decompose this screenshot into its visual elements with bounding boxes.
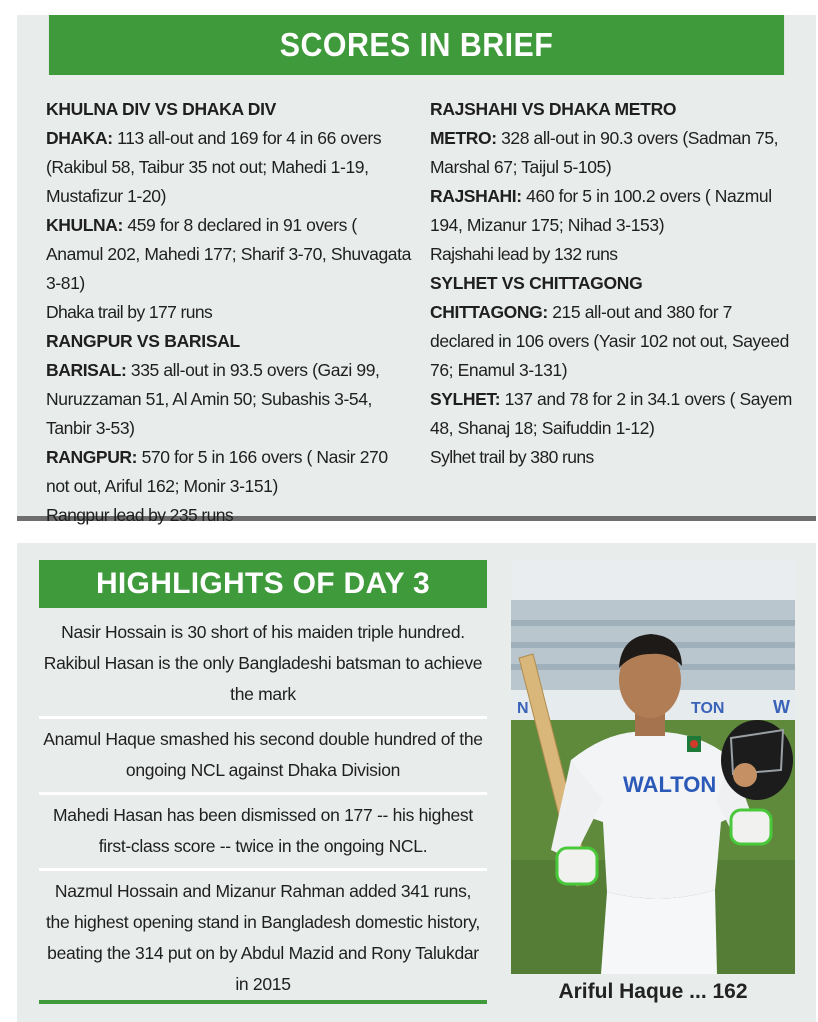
jersey-text: WALTON <box>623 772 717 797</box>
board-text-mid: TON <box>691 700 725 717</box>
highlights-panel <box>17 543 816 1022</box>
player-photo-illustration <box>511 560 795 974</box>
scores-right-column <box>430 95 800 472</box>
match-block <box>46 95 411 327</box>
match-title: SYLHET VS CHITTAGONG <box>430 273 643 293</box>
team-name: BARISAL: <box>46 360 127 380</box>
team-name: CHITTAGONG: <box>430 302 548 322</box>
team-name: METRO: <box>430 128 497 148</box>
highlight-item: Anamul Haque smashed his second double hundred of the ongoing NCL against Dhaka Division <box>39 719 487 795</box>
innings-text: 460 for 5 in 100.2 overs ( Nazmul 194, Mizanur 175; Nihad 3-153) <box>430 186 772 235</box>
match-title: KHULNA DIV VS DHAKA DIV <box>46 99 277 119</box>
match-result: Dhaka trail by 177 runs <box>46 302 213 322</box>
scores-panel <box>17 15 816 525</box>
team-name: SYLHET: <box>430 389 501 409</box>
scores-left-column <box>46 95 411 530</box>
match-result: Rangpur lead by 235 runs <box>46 505 233 525</box>
player-photo <box>511 560 795 974</box>
highlight-item: Nasir Hossain is 30 short of his maiden triple hundred. Rakibul Hasan is the only Bangladeshi batsman to achieve the mark <box>39 612 487 719</box>
photo-caption: Ariful Haque ... 162 <box>558 980 748 1003</box>
innings-text: 215 all-out and 380 for 7 declared in 106 overs (Yasir 102 not out, Sayeed 76; Enamul 3-131) <box>430 302 789 380</box>
highlights-list <box>39 612 487 1006</box>
board-text-left: N <box>517 700 529 717</box>
match-result: Sylhet trail by 380 runs <box>430 447 594 467</box>
scores-header: SCORES IN BRIEF <box>49 15 784 75</box>
innings-text: 335 all-out in 93.5 overs (Gazi 99, Nuruzzaman 51, Al Amin 50; Subashis 3-54, Tanbir 3-53) <box>46 360 380 438</box>
team-name: RANGPUR: <box>46 447 138 467</box>
innings-text: 137 and 78 for 2 in 34.1 overs ( Sayem 48, Shanaj 18; Saifuddin 1-12) <box>430 389 792 438</box>
innings-line <box>46 356 411 443</box>
highlight-item: Mahedi Hasan has been dismissed on 177 -- his highest first-class score -- twice in the ongoing NCL. <box>39 795 487 871</box>
innings-text: 570 for 5 in 166 overs ( Nasir 270 not out, Ariful 162; Monir 3-151) <box>46 447 388 496</box>
team-name: DHAKA: <box>46 128 113 148</box>
innings-text: 113 all-out and 169 for 4 in 66 overs (Rakibul 58, Taibur 35 not out; Mahedi 1-19, Mustafizur 1-20) <box>46 128 382 206</box>
innings-text: 328 all-out in 90.3 overs (Sadman 75, Marshal 67; Taijul 5-105) <box>430 128 779 177</box>
match-block <box>46 327 411 530</box>
highlights-header: HIGHLIGHTS OF DAY 3 <box>39 560 487 608</box>
innings-line <box>430 298 800 385</box>
innings-line <box>430 385 800 443</box>
innings-line <box>430 182 800 240</box>
highlight-item: Nazmul Hossain and Mizanur Rahman added 341 runs, the highest opening stand in Bangladesh domestic history, beating the 314 put on by Abdul Mazid and Rony Talukdar in 2015 <box>46 881 480 994</box>
match-title: RANGPUR VS BARISAL <box>46 331 240 351</box>
match-block <box>430 269 800 472</box>
innings-line <box>430 124 800 182</box>
team-name: RAJSHAHI: <box>430 186 522 206</box>
highlights-bottom-rule <box>39 1000 487 1004</box>
match-title: RAJSHAHI VS DHAKA METRO <box>430 99 677 119</box>
team-name: KHULNA: <box>46 215 123 235</box>
match-block <box>430 95 800 269</box>
innings-text: 459 for 8 declared in 91 overs ( Anamul 202, Mahedi 177; Sharif 3-70, Shuvagata 3-81) <box>46 215 411 293</box>
innings-line <box>46 124 411 211</box>
match-result: Rajshahi lead by 132 runs <box>430 244 618 264</box>
board-text-right: W <box>773 697 790 717</box>
innings-line <box>46 211 411 298</box>
innings-line <box>46 443 411 501</box>
